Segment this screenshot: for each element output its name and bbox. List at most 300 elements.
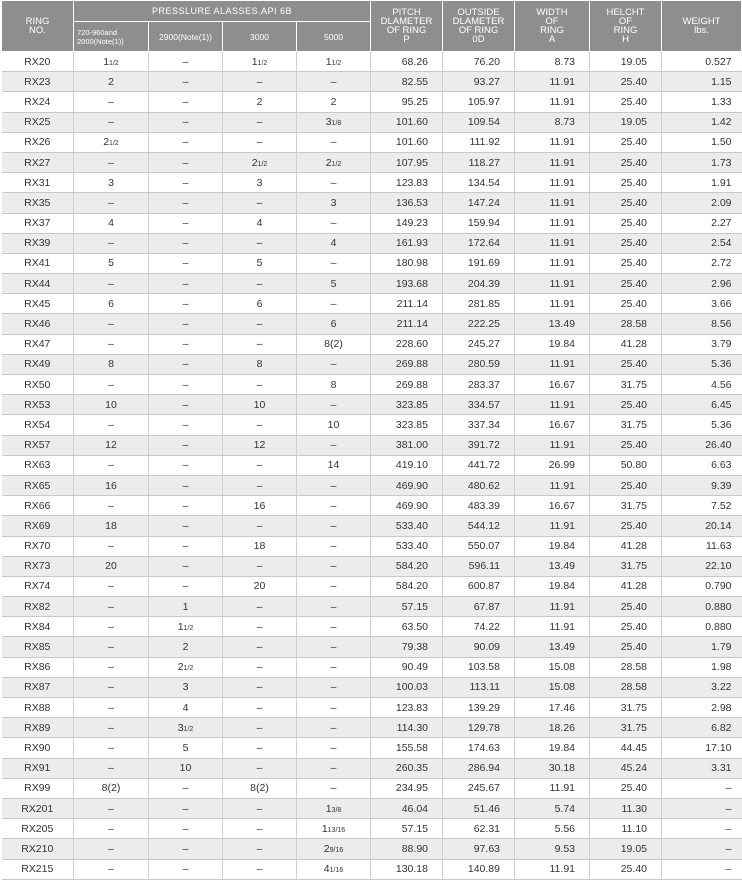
class-3000-cell: – <box>223 677 297 697</box>
class-2900-cell: 31/2 <box>149 718 223 738</box>
table-row <box>2 657 742 677</box>
pitch-diameter-cell: 469.90 <box>371 496 443 516</box>
weight-cell: 2.72 <box>662 253 742 273</box>
class-2900-cell: – <box>149 375 223 395</box>
class-3000-cell: – <box>223 455 297 475</box>
weight-cell: 3.66 <box>662 294 742 314</box>
outside-diameter-cell: 118.27 <box>443 152 515 172</box>
class-2900-cell: – <box>149 213 223 233</box>
ring-height-cell: 25.40 <box>590 475 662 495</box>
ring-width-cell: 16.67 <box>515 415 590 435</box>
ring-width-cell: 11.91 <box>515 778 590 798</box>
class-5000-header: 5000 <box>297 22 371 52</box>
class-3000-cell: – <box>223 516 297 536</box>
ring-height-cell: 25.40 <box>590 354 662 374</box>
class-5000-cell: – <box>297 718 371 738</box>
class-2900-cell: – <box>149 778 223 798</box>
class-2900-cell: – <box>149 132 223 152</box>
weight-cell: 2.98 <box>662 698 742 718</box>
weight-cell: 1.73 <box>662 152 742 172</box>
class-5000-cell: – <box>297 576 371 596</box>
class-3000-header: 3000 <box>223 22 297 52</box>
class-720-2000-cell: 8(2) <box>74 778 149 798</box>
ring-gasket-table <box>1 0 742 880</box>
ring-height-cell: 25.40 <box>590 294 662 314</box>
ring-no-cell: RX65 <box>2 475 74 495</box>
pitch-header-line: P <box>403 34 410 45</box>
table-row <box>2 698 742 718</box>
class-3000-cell: – <box>223 375 297 395</box>
class-2900-cell: – <box>149 475 223 495</box>
class-5000-cell: – <box>297 395 371 415</box>
ring-height-cell: 25.40 <box>590 637 662 657</box>
weight-cell: 1.91 <box>662 173 742 193</box>
weight-cell: 1.15 <box>662 72 742 92</box>
ring-height-cell: 31.75 <box>590 496 662 516</box>
class-2900-cell: – <box>149 415 223 435</box>
pitch-diameter-cell: 323.85 <box>371 415 443 435</box>
ring-no-cell: RX74 <box>2 576 74 596</box>
class-5000-cell: – <box>297 72 371 92</box>
ring-width-cell: 17.46 <box>515 698 590 718</box>
weight-cell: 2.09 <box>662 193 742 213</box>
class-5000-cell: 11/2 <box>297 52 371 72</box>
outside-diameter-cell: 113.11 <box>443 677 515 697</box>
class-5000-cell: 41/16 <box>297 859 371 879</box>
outside-diameter-cell: 134.54 <box>443 173 515 193</box>
ring-no-cell: RX45 <box>2 294 74 314</box>
pitch-header-line: OF RING <box>386 25 427 36</box>
class-5000-cell: 5 <box>297 274 371 294</box>
class-3000-cell: – <box>223 798 297 818</box>
class-2900-cell: – <box>149 536 223 556</box>
ring-width-cell: 11.91 <box>515 354 590 374</box>
class-2900-cell: – <box>149 152 223 172</box>
class-3000-cell: – <box>223 233 297 253</box>
ring-no-cell: RX210 <box>2 839 74 859</box>
class-720-2000-cell: 10 <box>74 395 149 415</box>
ring-width-cell: 13.49 <box>515 637 590 657</box>
width-header-line: A <box>548 34 556 45</box>
outside-diameter-cell: 147.24 <box>443 193 515 213</box>
outside-diameter-cell: 245.27 <box>443 334 515 354</box>
ring-width-cell: 11.91 <box>515 213 590 233</box>
outside-diameter-cell: 129.78 <box>443 718 515 738</box>
class-720-2000-cell: 2 <box>74 72 149 92</box>
ring-no-cell: RX24 <box>2 92 74 112</box>
class-2900-cell: – <box>149 112 223 132</box>
class-720-2000-cell: – <box>74 415 149 435</box>
class-720-2000-cell: – <box>74 758 149 778</box>
class-5000-cell: – <box>297 354 371 374</box>
pitch-header-line: DLAMETER <box>380 16 433 27</box>
class-3000-cell: 12 <box>223 435 297 455</box>
pitch-diameter-cell: 381.00 <box>371 435 443 455</box>
table-row <box>2 334 742 354</box>
ring-no-cell: RX63 <box>2 455 74 475</box>
ring-height-cell: 25.40 <box>590 152 662 172</box>
ring-width-cell: 11.91 <box>515 274 590 294</box>
ring-width-cell: 11.91 <box>515 294 590 314</box>
weight-cell: 26.40 <box>662 435 742 455</box>
weight-cell: 1.50 <box>662 132 742 152</box>
ring-width-cell: 15.08 <box>515 657 590 677</box>
ring-width-cell: 11.91 <box>515 193 590 213</box>
ring-no-cell: RX31 <box>2 173 74 193</box>
pitch-diameter-cell: 533.40 <box>371 536 443 556</box>
weight-cell: 3.79 <box>662 334 742 354</box>
class-2900-cell: – <box>149 455 223 475</box>
weight-cell: 2.96 <box>662 274 742 294</box>
class-3000-cell: – <box>223 718 297 738</box>
class-720-2000-cell: 11/2 <box>74 52 149 72</box>
ring-no-cell: RX70 <box>2 536 74 556</box>
class-720-2000-cell: – <box>74 112 149 132</box>
ring-no-cell: RX215 <box>2 859 74 879</box>
ring-width-cell: 11.91 <box>515 152 590 172</box>
ring-height-cell: 19.05 <box>590 839 662 859</box>
pitch-diameter-cell: 155.58 <box>371 738 443 758</box>
height-header-line: H <box>622 34 629 45</box>
class-3000-cell: – <box>223 556 297 576</box>
weight-cell: 17.10 <box>662 738 742 758</box>
table-row <box>2 536 742 556</box>
outside-diameter-cell: 159.94 <box>443 213 515 233</box>
outside-diameter-cell: 337.34 <box>443 415 515 435</box>
table-row <box>2 213 742 233</box>
pitch-diameter-cell: 211.14 <box>371 294 443 314</box>
ring-width-cell: 11.91 <box>515 233 590 253</box>
table-row <box>2 435 742 455</box>
ring-height-cell: 25.40 <box>590 395 662 415</box>
ring-no-cell: RX91 <box>2 758 74 778</box>
class-5000-cell: – <box>297 516 371 536</box>
class-5000-cell: – <box>297 617 371 637</box>
ring-width-cell: 5.56 <box>515 819 590 839</box>
outside-diameter-cell: 544.12 <box>443 516 515 536</box>
pitch-diameter-cell: 584.20 <box>371 556 443 576</box>
pitch-diameter-cell: 46.04 <box>371 798 443 818</box>
ring-width-cell: 11.91 <box>515 92 590 112</box>
ring-height-cell: 25.40 <box>590 213 662 233</box>
class-720-2000-cell: 5 <box>74 253 149 273</box>
ring-width-cell: 11.91 <box>515 859 590 879</box>
table-row <box>2 516 742 536</box>
outside-diameter-cell: 281.85 <box>443 294 515 314</box>
weight-cell: 11.63 <box>662 536 742 556</box>
ring-width-cell: 9.53 <box>515 839 590 859</box>
outside-diameter-cell: 191.69 <box>443 253 515 273</box>
ring-height-cell: 31.75 <box>590 556 662 576</box>
ring-width-cell: 19.84 <box>515 576 590 596</box>
outside-diameter-cell: 105.97 <box>443 92 515 112</box>
class-720-2000-cell: – <box>74 576 149 596</box>
class-3000-cell: 6 <box>223 294 297 314</box>
ring-height-cell: 25.40 <box>590 193 662 213</box>
height-header-line: HELCHT <box>606 7 645 18</box>
class-5000-cell: – <box>297 536 371 556</box>
outside-diameter-cell: 600.87 <box>443 576 515 596</box>
ring-no-cell: RX27 <box>2 152 74 172</box>
class-2900-cell: – <box>149 233 223 253</box>
ring-width-cell: 11.91 <box>515 72 590 92</box>
class-5000-cell: 8 <box>297 375 371 395</box>
table-row <box>2 859 742 879</box>
class-5000-cell: 3 <box>297 193 371 213</box>
height-header <box>590 1 662 52</box>
class-720-2000-cell: 20 <box>74 556 149 576</box>
pitch-diameter-cell: 88.90 <box>371 839 443 859</box>
table-row <box>2 253 742 273</box>
table-row <box>2 294 742 314</box>
outside-diameter-cell: 391.72 <box>443 435 515 455</box>
weight-cell: – <box>662 819 742 839</box>
table-row <box>2 718 742 738</box>
ring-no-cell: RX201 <box>2 798 74 818</box>
ring-no-cell: RX47 <box>2 334 74 354</box>
ring-height-cell: 19.05 <box>590 112 662 132</box>
outside-diameter-cell: 140.89 <box>443 859 515 879</box>
table-row <box>2 112 742 132</box>
class-5000-cell: – <box>297 637 371 657</box>
ring-height-cell: 28.58 <box>590 677 662 697</box>
table-row <box>2 556 742 576</box>
pitch-diameter-cell: 79.38 <box>371 637 443 657</box>
weight-cell: 6.45 <box>662 395 742 415</box>
class-5000-cell: 113/16 <box>297 819 371 839</box>
pitch-diameter-cell: 107.95 <box>371 152 443 172</box>
class-5000-cell: – <box>297 213 371 233</box>
ring-width-cell: 26.99 <box>515 455 590 475</box>
pitch-diameter-cell: 57.15 <box>371 819 443 839</box>
class-5000-cell: 8(2) <box>297 334 371 354</box>
weight-cell: 5.36 <box>662 415 742 435</box>
ring-height-cell: 25.40 <box>590 435 662 455</box>
class-3000-cell: 11/2 <box>223 52 297 72</box>
class-2900-cell: – <box>149 839 223 859</box>
class-5000-cell: – <box>297 253 371 273</box>
class-720-2000-cell: – <box>74 92 149 112</box>
class-720-2000-cell: – <box>74 798 149 818</box>
class-5000-cell: – <box>297 556 371 576</box>
class-720-2000-cell: – <box>74 839 149 859</box>
class-5000-cell: 6 <box>297 314 371 334</box>
class-5000-cell: 2 <box>297 92 371 112</box>
class-3000-cell: – <box>223 597 297 617</box>
ring-height-cell: 25.40 <box>590 859 662 879</box>
ring-width-cell: 11.91 <box>515 253 590 273</box>
pitch-diameter-cell: 68.26 <box>371 52 443 72</box>
pitch-diameter-cell: 533.40 <box>371 516 443 536</box>
pitch-diameter-cell: 57.15 <box>371 597 443 617</box>
ring-height-cell: 25.40 <box>590 274 662 294</box>
ring-height-cell: 11.30 <box>590 798 662 818</box>
outside-diameter-cell: 76.20 <box>443 52 515 72</box>
class-5000-cell: 29/16 <box>297 839 371 859</box>
ring-height-cell: 11.10 <box>590 819 662 839</box>
class-720-2000-cell: – <box>74 819 149 839</box>
pitch-diameter-cell: 100.03 <box>371 677 443 697</box>
ring-height-cell: 25.40 <box>590 92 662 112</box>
class-2900-cell: – <box>149 516 223 536</box>
class-2900-cell: – <box>149 72 223 92</box>
ring-no-cell: RX46 <box>2 314 74 334</box>
ring-width-cell: 11.91 <box>515 435 590 455</box>
table-row <box>2 92 742 112</box>
ring-no-cell: RX205 <box>2 819 74 839</box>
class-5000-cell: – <box>297 435 371 455</box>
ring-height-cell: 25.40 <box>590 173 662 193</box>
class-2900-cell: 4 <box>149 698 223 718</box>
class-2900-cell: – <box>149 314 223 334</box>
outside-diameter-cell: 283.37 <box>443 375 515 395</box>
outside-diameter-cell: 204.39 <box>443 274 515 294</box>
table-row <box>2 152 742 172</box>
weight-header <box>662 1 742 52</box>
weight-cell: 1.79 <box>662 637 742 657</box>
ring-no-cell: RX57 <box>2 435 74 455</box>
weight-cell: 2.54 <box>662 233 742 253</box>
pitch-diameter-cell: 123.83 <box>371 698 443 718</box>
class-3000-cell: – <box>223 617 297 637</box>
ring-no-cell: RX23 <box>2 72 74 92</box>
outside-diameter-header <box>443 1 515 52</box>
outside-diameter-cell: 280.59 <box>443 354 515 374</box>
outside-diameter-cell: 480.62 <box>443 475 515 495</box>
ring-width-cell: 16.67 <box>515 496 590 516</box>
class-3000-cell: – <box>223 637 297 657</box>
outside-diameter-cell: 67.87 <box>443 597 515 617</box>
weight-cell: 0.790 <box>662 576 742 596</box>
outside-diameter-cell: 93.27 <box>443 72 515 92</box>
ring-no-cell: RX66 <box>2 496 74 516</box>
ring-width-cell: 13.49 <box>515 314 590 334</box>
weight-cell: 7.52 <box>662 496 742 516</box>
weight-cell: 6.82 <box>662 718 742 738</box>
class-2900-cell: 3 <box>149 677 223 697</box>
ring-no-header <box>2 1 74 52</box>
table-row <box>2 415 742 435</box>
class-5000-cell: – <box>297 294 371 314</box>
pitch-header-line: PITCH <box>392 7 421 18</box>
class-3000-cell: – <box>223 819 297 839</box>
class-2900-cell: – <box>149 859 223 879</box>
class-3000-cell: 20 <box>223 576 297 596</box>
weight-cell: 20.14 <box>662 516 742 536</box>
class-3000-cell: – <box>223 758 297 778</box>
class-3000-cell: 18 <box>223 536 297 556</box>
class-2900-cell: – <box>149 496 223 516</box>
ring-no-header-line: RING <box>25 16 50 27</box>
ring-no-cell: RX54 <box>2 415 74 435</box>
pitch-diameter-cell: 63.50 <box>371 617 443 637</box>
ring-height-cell: 25.40 <box>590 778 662 798</box>
ring-width-cell: 11.91 <box>515 173 590 193</box>
class-720-2000-cell: – <box>74 637 149 657</box>
class-3000-cell: 2 <box>223 92 297 112</box>
ring-no-cell: RX44 <box>2 274 74 294</box>
class-2900-cell: – <box>149 294 223 314</box>
table-row <box>2 758 742 778</box>
ring-height-cell: 31.75 <box>590 415 662 435</box>
table-row <box>2 839 742 859</box>
class-5000-cell: – <box>297 698 371 718</box>
class-3000-cell: 10 <box>223 395 297 415</box>
class-3000-cell: – <box>223 738 297 758</box>
pitch-diameter-cell: 101.60 <box>371 132 443 152</box>
ring-height-cell: 28.58 <box>590 657 662 677</box>
ring-width-cell: 19.84 <box>515 738 590 758</box>
outside-diameter-cell: 174.63 <box>443 738 515 758</box>
class-720-2000-cell: 3 <box>74 173 149 193</box>
ring-width-cell: 11.91 <box>515 617 590 637</box>
pitch-diameter-cell: 82.55 <box>371 72 443 92</box>
class-720-2000-cell: – <box>74 617 149 637</box>
class-3000-cell: – <box>223 657 297 677</box>
class-3000-cell: 8 <box>223 354 297 374</box>
outside-diameter-cell: 51.46 <box>443 798 515 818</box>
ring-width-cell: 30.18 <box>515 758 590 778</box>
weight-header-line: lbs. <box>694 25 709 36</box>
outside-header-line: OF RING <box>458 25 499 36</box>
outside-diameter-cell: 62.31 <box>443 819 515 839</box>
weight-cell: 2.27 <box>662 213 742 233</box>
class-720-2000-cell: 18 <box>74 516 149 536</box>
table-row <box>2 597 742 617</box>
table-row <box>2 173 742 193</box>
class-5000-cell: 10 <box>297 415 371 435</box>
weight-cell: 6.63 <box>662 455 742 475</box>
class-5000-cell: – <box>297 597 371 617</box>
outside-header-line: 0D <box>472 34 485 45</box>
class-2900-cell: – <box>149 556 223 576</box>
class-2900-cell: – <box>149 354 223 374</box>
class-2900-cell: – <box>149 334 223 354</box>
ring-no-cell: RX50 <box>2 375 74 395</box>
class-5000-cell: 13/8 <box>297 798 371 818</box>
class-720-2000-cell: 12 <box>74 435 149 455</box>
table-header <box>2 1 742 52</box>
class-2900-cell: 10 <box>149 758 223 778</box>
ring-no-cell: RX25 <box>2 112 74 132</box>
class-5000-cell: 14 <box>297 455 371 475</box>
class-720-2000-cell: – <box>74 738 149 758</box>
class-3000-cell: – <box>223 193 297 213</box>
table-row <box>2 193 742 213</box>
table-row <box>2 72 742 92</box>
class-3000-cell: – <box>223 132 297 152</box>
class-2900-cell: – <box>149 92 223 112</box>
weight-cell: 0.880 <box>662 597 742 617</box>
class-5000-cell: – <box>297 778 371 798</box>
pitch-diameter-cell: 193.68 <box>371 274 443 294</box>
class-3000-cell: – <box>223 274 297 294</box>
table-row <box>2 738 742 758</box>
class-3000-cell: – <box>223 72 297 92</box>
height-header-line: RING <box>613 25 638 36</box>
pitch-diameter-cell: 269.88 <box>371 375 443 395</box>
weight-cell: – <box>662 859 742 879</box>
table-row <box>2 637 742 657</box>
weight-cell: 3.31 <box>662 758 742 778</box>
weight-cell: 1.98 <box>662 657 742 677</box>
class-720-2000-cell: – <box>74 334 149 354</box>
class-3000-cell: – <box>223 112 297 132</box>
table-row <box>2 576 742 596</box>
ring-width-cell: 15.08 <box>515 677 590 697</box>
ring-width-cell: 11.91 <box>515 516 590 536</box>
table-row <box>2 233 742 253</box>
